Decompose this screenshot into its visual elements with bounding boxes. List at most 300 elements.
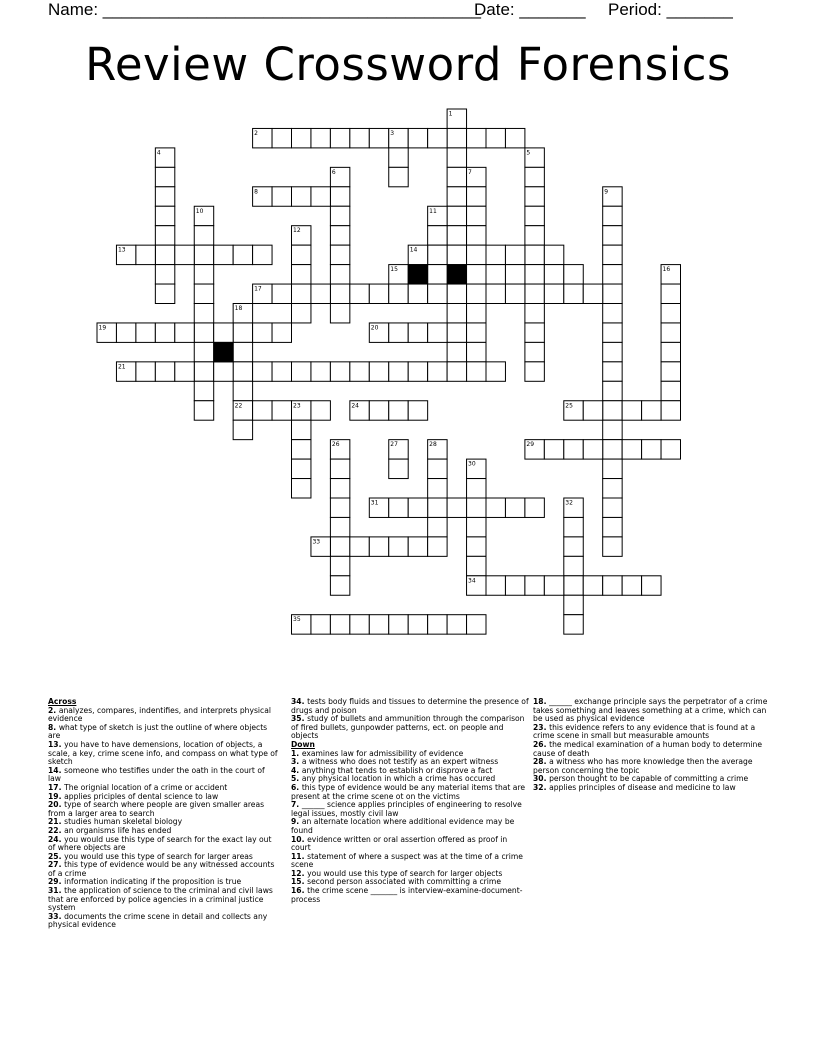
grid-cell[interactable] bbox=[622, 440, 641, 459]
grid-cell[interactable] bbox=[330, 498, 349, 517]
grid-cell[interactable] bbox=[447, 323, 466, 342]
grid-cell[interactable] bbox=[292, 459, 311, 478]
grid-cell[interactable] bbox=[311, 187, 330, 206]
grid-cell[interactable] bbox=[564, 556, 583, 575]
grid-cell[interactable] bbox=[447, 498, 466, 517]
grid-cell[interactable] bbox=[544, 265, 563, 284]
grid-cell[interactable] bbox=[428, 479, 447, 498]
grid-cell[interactable] bbox=[253, 401, 272, 420]
clue-number-label: 16. bbox=[291, 886, 308, 896]
grid-cell[interactable] bbox=[525, 265, 544, 284]
grid-cell[interactable] bbox=[330, 284, 349, 303]
grid-cell[interactable] bbox=[389, 362, 408, 381]
grid-cell[interactable] bbox=[603, 342, 622, 361]
clue-number-label: 29. bbox=[48, 877, 65, 887]
grid-cell[interactable] bbox=[155, 245, 174, 264]
grid-cell[interactable] bbox=[428, 265, 447, 284]
clue-text: evidence written or oral assertion offered as proof in court bbox=[291, 834, 508, 853]
clue-text: study of bullets and ammunition through the comparison of fired bullets, gunpowder patterns, ect. on people and objects bbox=[291, 714, 525, 741]
grid-cell[interactable] bbox=[467, 362, 486, 381]
clue-text: anything that tends to establish or disprove a fact bbox=[301, 765, 493, 775]
grid-cell[interactable] bbox=[408, 537, 427, 556]
grid-cell[interactable] bbox=[428, 128, 447, 147]
grid-cell[interactable] bbox=[408, 323, 427, 342]
grid-cell[interactable] bbox=[467, 128, 486, 147]
grid-cell[interactable] bbox=[408, 498, 427, 517]
grid-cell[interactable] bbox=[583, 440, 602, 459]
grid-cell[interactable] bbox=[369, 615, 388, 634]
clue-text: the application of science to the criminal and civil laws that are enforced by police agencies in a criminal justice system bbox=[48, 886, 273, 913]
grid-cell[interactable] bbox=[292, 128, 311, 147]
grid-cell[interactable] bbox=[467, 245, 486, 264]
black-cell bbox=[214, 342, 233, 361]
grid-cell[interactable] bbox=[525, 576, 544, 595]
grid-cell[interactable] bbox=[330, 479, 349, 498]
clue-item bbox=[48, 707, 280, 724]
clue-number: 16 bbox=[662, 266, 671, 274]
grid-cell[interactable] bbox=[525, 498, 544, 517]
page-title: Review Crossword Forensics bbox=[85, 38, 731, 91]
grid-cell[interactable] bbox=[603, 479, 622, 498]
grid-cell[interactable] bbox=[136, 323, 155, 342]
grid-cell[interactable] bbox=[467, 226, 486, 245]
grid-cell[interactable] bbox=[467, 556, 486, 575]
grid-cell[interactable] bbox=[505, 245, 524, 264]
grid-cell[interactable] bbox=[467, 537, 486, 556]
grid-cell[interactable] bbox=[311, 362, 330, 381]
grid-cell[interactable] bbox=[389, 401, 408, 420]
grid-cell[interactable] bbox=[525, 226, 544, 245]
grid-cell[interactable] bbox=[447, 226, 466, 245]
clues-column-2 bbox=[291, 698, 529, 904]
grid-cell[interactable] bbox=[428, 498, 447, 517]
grid-cell[interactable] bbox=[272, 187, 291, 206]
grid-cell[interactable] bbox=[603, 517, 622, 536]
grid-cell[interactable] bbox=[525, 323, 544, 342]
grid-cell[interactable] bbox=[350, 615, 369, 634]
grid-cell[interactable] bbox=[603, 459, 622, 478]
clue-text: The orignial location of a crime or accident bbox=[64, 782, 228, 792]
grid-cell[interactable] bbox=[467, 342, 486, 361]
grid-cell[interactable] bbox=[603, 420, 622, 439]
grid-cell[interactable] bbox=[389, 537, 408, 556]
grid-cell[interactable] bbox=[214, 323, 233, 342]
grid-cell[interactable] bbox=[525, 187, 544, 206]
grid-cell[interactable] bbox=[603, 440, 622, 459]
clue-number: 15 bbox=[390, 266, 398, 274]
black-cell bbox=[447, 265, 466, 284]
clue-text: you would use this type of search for the exact lay out of where objects are bbox=[48, 834, 272, 853]
clue-number-label: 31. bbox=[48, 886, 65, 896]
clue-number: 1 bbox=[448, 110, 453, 118]
clue-number-label: 24. bbox=[48, 834, 65, 844]
clue-number-label: 12. bbox=[291, 868, 308, 878]
grid-cell[interactable] bbox=[603, 304, 622, 323]
grid-cell[interactable] bbox=[564, 537, 583, 556]
grid-cell[interactable] bbox=[330, 517, 349, 536]
grid-cell[interactable] bbox=[311, 615, 330, 634]
grid-cell[interactable] bbox=[292, 362, 311, 381]
grid-cell[interactable] bbox=[603, 265, 622, 284]
grid-cell[interactable] bbox=[214, 245, 233, 264]
grid-cell[interactable] bbox=[564, 440, 583, 459]
clue-number-label: 10. bbox=[291, 834, 308, 844]
grid-cell[interactable] bbox=[661, 440, 680, 459]
clue-text: ______ exchange principle says the perpetrator of a crime takes something and leaves something at a crime, which can be used as physical evidence bbox=[533, 697, 768, 724]
grid-cell[interactable] bbox=[428, 459, 447, 478]
grid-cell[interactable] bbox=[292, 304, 311, 323]
grid-cell[interactable] bbox=[428, 245, 447, 264]
grid-cell[interactable] bbox=[661, 323, 680, 342]
clues-column-3 bbox=[533, 698, 773, 793]
clue-text: you would use this type of search for larger areas bbox=[64, 851, 253, 861]
grid-cell[interactable] bbox=[544, 284, 563, 303]
grid-cell[interactable] bbox=[661, 342, 680, 361]
clue-text: you would use this type of search for larger objects bbox=[307, 868, 503, 878]
grid-cell[interactable] bbox=[486, 265, 505, 284]
clue-number-label: 11. bbox=[291, 851, 308, 861]
clue-number: 12 bbox=[293, 227, 301, 235]
grid-cell[interactable] bbox=[642, 401, 661, 420]
grid-cell[interactable] bbox=[389, 167, 408, 186]
grid-cell[interactable] bbox=[447, 615, 466, 634]
grid-cell[interactable] bbox=[311, 128, 330, 147]
grid-cell[interactable] bbox=[369, 537, 388, 556]
grid-cell[interactable] bbox=[194, 284, 213, 303]
grid-cell[interactable] bbox=[642, 440, 661, 459]
grid-cell[interactable] bbox=[428, 517, 447, 536]
grid-cell[interactable] bbox=[661, 362, 680, 381]
grid-cell[interactable] bbox=[330, 537, 349, 556]
grid-cell[interactable] bbox=[642, 576, 661, 595]
grid-cell[interactable] bbox=[194, 362, 213, 381]
grid-cell[interactable] bbox=[194, 323, 213, 342]
grid-cell[interactable] bbox=[467, 284, 486, 303]
grid-cell[interactable] bbox=[155, 265, 174, 284]
clue-text: any physical location in which a crime has occured bbox=[301, 774, 496, 784]
grid-cell[interactable] bbox=[194, 381, 213, 400]
clue-item bbox=[291, 887, 529, 904]
clue-number-label: 26. bbox=[533, 739, 550, 749]
grid-cell[interactable] bbox=[525, 167, 544, 186]
grid-cell[interactable] bbox=[603, 206, 622, 225]
clue-item bbox=[533, 698, 773, 724]
grid-cell[interactable] bbox=[233, 342, 252, 361]
grid-cell[interactable] bbox=[603, 323, 622, 342]
clue-number-label: 19. bbox=[48, 791, 65, 801]
grid-cell[interactable] bbox=[155, 206, 174, 225]
clue-number: 14 bbox=[409, 246, 418, 254]
clue-number: 5 bbox=[526, 149, 531, 157]
grid-cell[interactable] bbox=[525, 284, 544, 303]
grid-cell[interactable] bbox=[603, 381, 622, 400]
grid-cell[interactable] bbox=[369, 284, 388, 303]
grid-cell[interactable] bbox=[661, 284, 680, 303]
grid-cell[interactable] bbox=[408, 615, 427, 634]
grid-cell[interactable] bbox=[408, 362, 427, 381]
grid-cell[interactable] bbox=[330, 615, 349, 634]
grid-cell[interactable] bbox=[525, 362, 544, 381]
grid-cell[interactable] bbox=[389, 284, 408, 303]
grid-cell[interactable] bbox=[447, 362, 466, 381]
grid-cell[interactable] bbox=[467, 517, 486, 536]
grid-cell[interactable] bbox=[467, 615, 486, 634]
grid-cell[interactable] bbox=[486, 245, 505, 264]
grid-cell[interactable] bbox=[155, 187, 174, 206]
grid-cell[interactable] bbox=[486, 128, 505, 147]
grid-cell[interactable] bbox=[467, 187, 486, 206]
grid-cell[interactable] bbox=[155, 323, 174, 342]
grid-cell[interactable] bbox=[369, 401, 388, 420]
grid-cell[interactable] bbox=[194, 401, 213, 420]
grid-cell[interactable] bbox=[253, 323, 272, 342]
grid-cell[interactable] bbox=[369, 128, 388, 147]
grid-cell[interactable] bbox=[408, 128, 427, 147]
clue-number-label: 13. bbox=[48, 739, 65, 749]
grid-cell[interactable] bbox=[486, 284, 505, 303]
grid-cell[interactable] bbox=[564, 576, 583, 595]
clues-column-1 bbox=[48, 698, 280, 930]
grid-cell[interactable] bbox=[505, 498, 524, 517]
grid-cell[interactable] bbox=[661, 381, 680, 400]
grid-cell[interactable] bbox=[116, 323, 135, 342]
grid-cell[interactable] bbox=[447, 206, 466, 225]
grid-cell[interactable] bbox=[350, 128, 369, 147]
grid-cell[interactable] bbox=[428, 284, 447, 303]
grid-cell[interactable] bbox=[486, 498, 505, 517]
grid-cell[interactable] bbox=[564, 265, 583, 284]
grid-cell[interactable] bbox=[330, 362, 349, 381]
grid-cell[interactable] bbox=[175, 362, 194, 381]
grid-cell[interactable] bbox=[505, 128, 524, 147]
grid-cell[interactable] bbox=[564, 517, 583, 536]
grid-cell[interactable] bbox=[272, 284, 291, 303]
grid-cell[interactable] bbox=[603, 284, 622, 303]
grid-cell[interactable] bbox=[330, 226, 349, 245]
grid-cell[interactable] bbox=[272, 362, 291, 381]
clue-number: 27 bbox=[390, 441, 398, 449]
clue-number: 4 bbox=[156, 149, 161, 157]
clue-number-label: 1. bbox=[291, 748, 302, 758]
clue-text: documents the crime scene in detail and collects any physical evidence bbox=[48, 911, 268, 930]
grid-cell[interactable] bbox=[428, 615, 447, 634]
clue-number-label: 3. bbox=[291, 757, 302, 767]
grid-cell[interactable] bbox=[136, 245, 155, 264]
grid-cell[interactable] bbox=[467, 323, 486, 342]
clue-text: this type of evidence would be any witnessed accounts of a crime bbox=[48, 860, 275, 878]
grid-cell[interactable] bbox=[467, 265, 486, 284]
grid-cell[interactable] bbox=[233, 381, 252, 400]
grid-cell[interactable] bbox=[311, 284, 330, 303]
clue-text: what type of sketch is just the outline of where objects are bbox=[48, 722, 268, 741]
grid-cell[interactable] bbox=[467, 479, 486, 498]
grid-cell[interactable] bbox=[330, 187, 349, 206]
grid-cell[interactable] bbox=[447, 128, 466, 147]
clue-number-label: 20. bbox=[48, 800, 65, 810]
grid-cell[interactable] bbox=[467, 498, 486, 517]
grid-cell[interactable] bbox=[564, 284, 583, 303]
grid-cell[interactable] bbox=[155, 284, 174, 303]
grid-cell[interactable] bbox=[292, 440, 311, 459]
grid-cell[interactable] bbox=[467, 304, 486, 323]
grid-cell[interactable] bbox=[583, 401, 602, 420]
clue-number-label: 5. bbox=[291, 774, 302, 784]
clue-item bbox=[48, 767, 280, 784]
grid-cell[interactable] bbox=[330, 576, 349, 595]
clue-text: studies human skeletal biology bbox=[64, 817, 183, 827]
clue-item bbox=[48, 861, 280, 878]
clue-text: tests body fluids and tissues to determine the presence of drugs and poison bbox=[291, 697, 529, 715]
grid-cell[interactable] bbox=[622, 401, 641, 420]
grid-cell[interactable] bbox=[447, 245, 466, 264]
grid-cell[interactable] bbox=[428, 537, 447, 556]
grid-cell[interactable] bbox=[350, 284, 369, 303]
grid-cell[interactable] bbox=[330, 265, 349, 284]
grid-cell[interactable] bbox=[603, 245, 622, 264]
grid-cell[interactable] bbox=[603, 226, 622, 245]
grid-cell[interactable] bbox=[155, 167, 174, 186]
clue-number-label: 32. bbox=[533, 782, 550, 792]
clue-number: 25 bbox=[565, 402, 573, 410]
grid-cell[interactable] bbox=[292, 187, 311, 206]
clue-number-label: 33. bbox=[48, 911, 65, 921]
clue-number-label: 4. bbox=[291, 765, 302, 775]
grid-cell[interactable] bbox=[544, 245, 563, 264]
grid-cell[interactable] bbox=[505, 576, 524, 595]
grid-cell[interactable] bbox=[369, 362, 388, 381]
clue-number: 10 bbox=[195, 207, 204, 215]
grid-cell[interactable] bbox=[233, 323, 252, 342]
grid-cell[interactable] bbox=[253, 245, 272, 264]
grid-cell[interactable] bbox=[330, 206, 349, 225]
grid-cell[interactable] bbox=[253, 362, 272, 381]
clue-text: examines law for admissibility of evidence bbox=[301, 748, 464, 758]
clue-number: 21 bbox=[117, 363, 126, 371]
grid-cell[interactable] bbox=[311, 401, 330, 420]
clue-number-label: 22. bbox=[48, 825, 65, 835]
grid-cell[interactable] bbox=[194, 226, 213, 245]
clue-text: type of search where people are given smaller areas from a larger area to search bbox=[48, 800, 265, 818]
clue-number: 8 bbox=[254, 188, 258, 196]
grid-cell[interactable] bbox=[603, 362, 622, 381]
grid-cell[interactable] bbox=[428, 226, 447, 245]
grid-cell[interactable] bbox=[330, 556, 349, 575]
grid-cell[interactable] bbox=[292, 420, 311, 439]
grid-cell[interactable] bbox=[136, 362, 155, 381]
grid-cell[interactable] bbox=[622, 576, 641, 595]
grid-cell[interactable] bbox=[603, 401, 622, 420]
grid-cell[interactable] bbox=[661, 401, 680, 420]
grid-cell[interactable] bbox=[330, 128, 349, 147]
grid-cell[interactable] bbox=[603, 537, 622, 556]
grid-cell[interactable] bbox=[389, 459, 408, 478]
clue-number-label: 17. bbox=[48, 782, 65, 792]
grid-cell[interactable] bbox=[330, 459, 349, 478]
grid-cell[interactable] bbox=[389, 148, 408, 167]
grid-cell[interactable] bbox=[447, 304, 466, 323]
grid-cell[interactable] bbox=[603, 576, 622, 595]
grid-cell[interactable] bbox=[544, 440, 563, 459]
clues-heading: Across bbox=[48, 697, 77, 706]
grid-cell[interactable] bbox=[214, 362, 233, 381]
grid-cell[interactable] bbox=[272, 401, 291, 420]
grid-cell[interactable] bbox=[272, 323, 291, 342]
grid-cell[interactable] bbox=[194, 342, 213, 361]
clue-text: a witness who has more knowledge then the average person concerning the topic bbox=[533, 757, 753, 775]
grid-cell[interactable] bbox=[583, 576, 602, 595]
clue-text: this evidence refers to any evidence that is found at a crime scene in small but measurable amounts bbox=[533, 722, 756, 741]
grid-cell[interactable] bbox=[428, 362, 447, 381]
grid-cell[interactable] bbox=[194, 265, 213, 284]
grid-cell[interactable] bbox=[583, 284, 602, 303]
grid-cell[interactable] bbox=[525, 342, 544, 361]
grid-cell[interactable] bbox=[505, 284, 524, 303]
grid-cell[interactable] bbox=[389, 323, 408, 342]
grid-cell[interactable] bbox=[525, 206, 544, 225]
grid-cell[interactable] bbox=[603, 498, 622, 517]
clue-item bbox=[291, 853, 529, 870]
clue-number: 23 bbox=[293, 402, 301, 410]
grid-cell[interactable] bbox=[272, 128, 291, 147]
grid-cell[interactable] bbox=[408, 284, 427, 303]
grid-cell[interactable] bbox=[661, 304, 680, 323]
grid-cell[interactable] bbox=[194, 245, 213, 264]
grid-cell[interactable] bbox=[155, 226, 174, 245]
grid-cell[interactable] bbox=[292, 479, 311, 498]
grid-cell[interactable] bbox=[447, 284, 466, 303]
clue-item bbox=[48, 741, 280, 767]
grid-cell[interactable] bbox=[408, 401, 427, 420]
grid-cell[interactable] bbox=[428, 323, 447, 342]
grid-cell[interactable] bbox=[330, 304, 349, 323]
grid-cell[interactable] bbox=[175, 245, 194, 264]
grid-cell[interactable] bbox=[564, 595, 583, 614]
clue-number-label: 6. bbox=[291, 782, 302, 792]
clue-text: this type of evidence would be any material items that are present at the crime scene ot on the victims bbox=[291, 782, 526, 801]
grid-cell[interactable] bbox=[233, 362, 252, 381]
grid-cell[interactable] bbox=[389, 498, 408, 517]
grid-cell[interactable] bbox=[447, 148, 466, 167]
grid-cell[interactable] bbox=[544, 576, 563, 595]
grid-cell[interactable] bbox=[389, 615, 408, 634]
grid-cell[interactable] bbox=[525, 304, 544, 323]
grid-cell[interactable] bbox=[292, 265, 311, 284]
grid-cell[interactable] bbox=[175, 323, 194, 342]
clue-number-label: 34. bbox=[291, 697, 308, 706]
grid-cell[interactable] bbox=[233, 420, 252, 439]
grid-cell[interactable] bbox=[155, 362, 174, 381]
clue-number: 31 bbox=[370, 499, 379, 507]
grid-cell[interactable] bbox=[447, 187, 466, 206]
grid-cell[interactable] bbox=[525, 245, 544, 264]
grid-cell[interactable] bbox=[233, 245, 252, 264]
clue-text: information indicating if the proposition is true bbox=[64, 877, 242, 887]
grid-cell[interactable] bbox=[486, 576, 505, 595]
grid-cell[interactable] bbox=[292, 245, 311, 264]
grid-cell[interactable] bbox=[330, 245, 349, 264]
grid-cell[interactable] bbox=[350, 362, 369, 381]
grid-cell[interactable] bbox=[447, 167, 466, 186]
grid-cell[interactable] bbox=[194, 304, 213, 323]
grid-cell[interactable] bbox=[564, 615, 583, 634]
grid-cell[interactable] bbox=[486, 362, 505, 381]
grid-cell[interactable] bbox=[350, 537, 369, 556]
grid-cell[interactable] bbox=[467, 206, 486, 225]
grid-cell[interactable] bbox=[447, 342, 466, 361]
grid-cell[interactable] bbox=[505, 265, 524, 284]
grid-cell[interactable] bbox=[292, 284, 311, 303]
clue-number-label: 15. bbox=[291, 877, 308, 887]
